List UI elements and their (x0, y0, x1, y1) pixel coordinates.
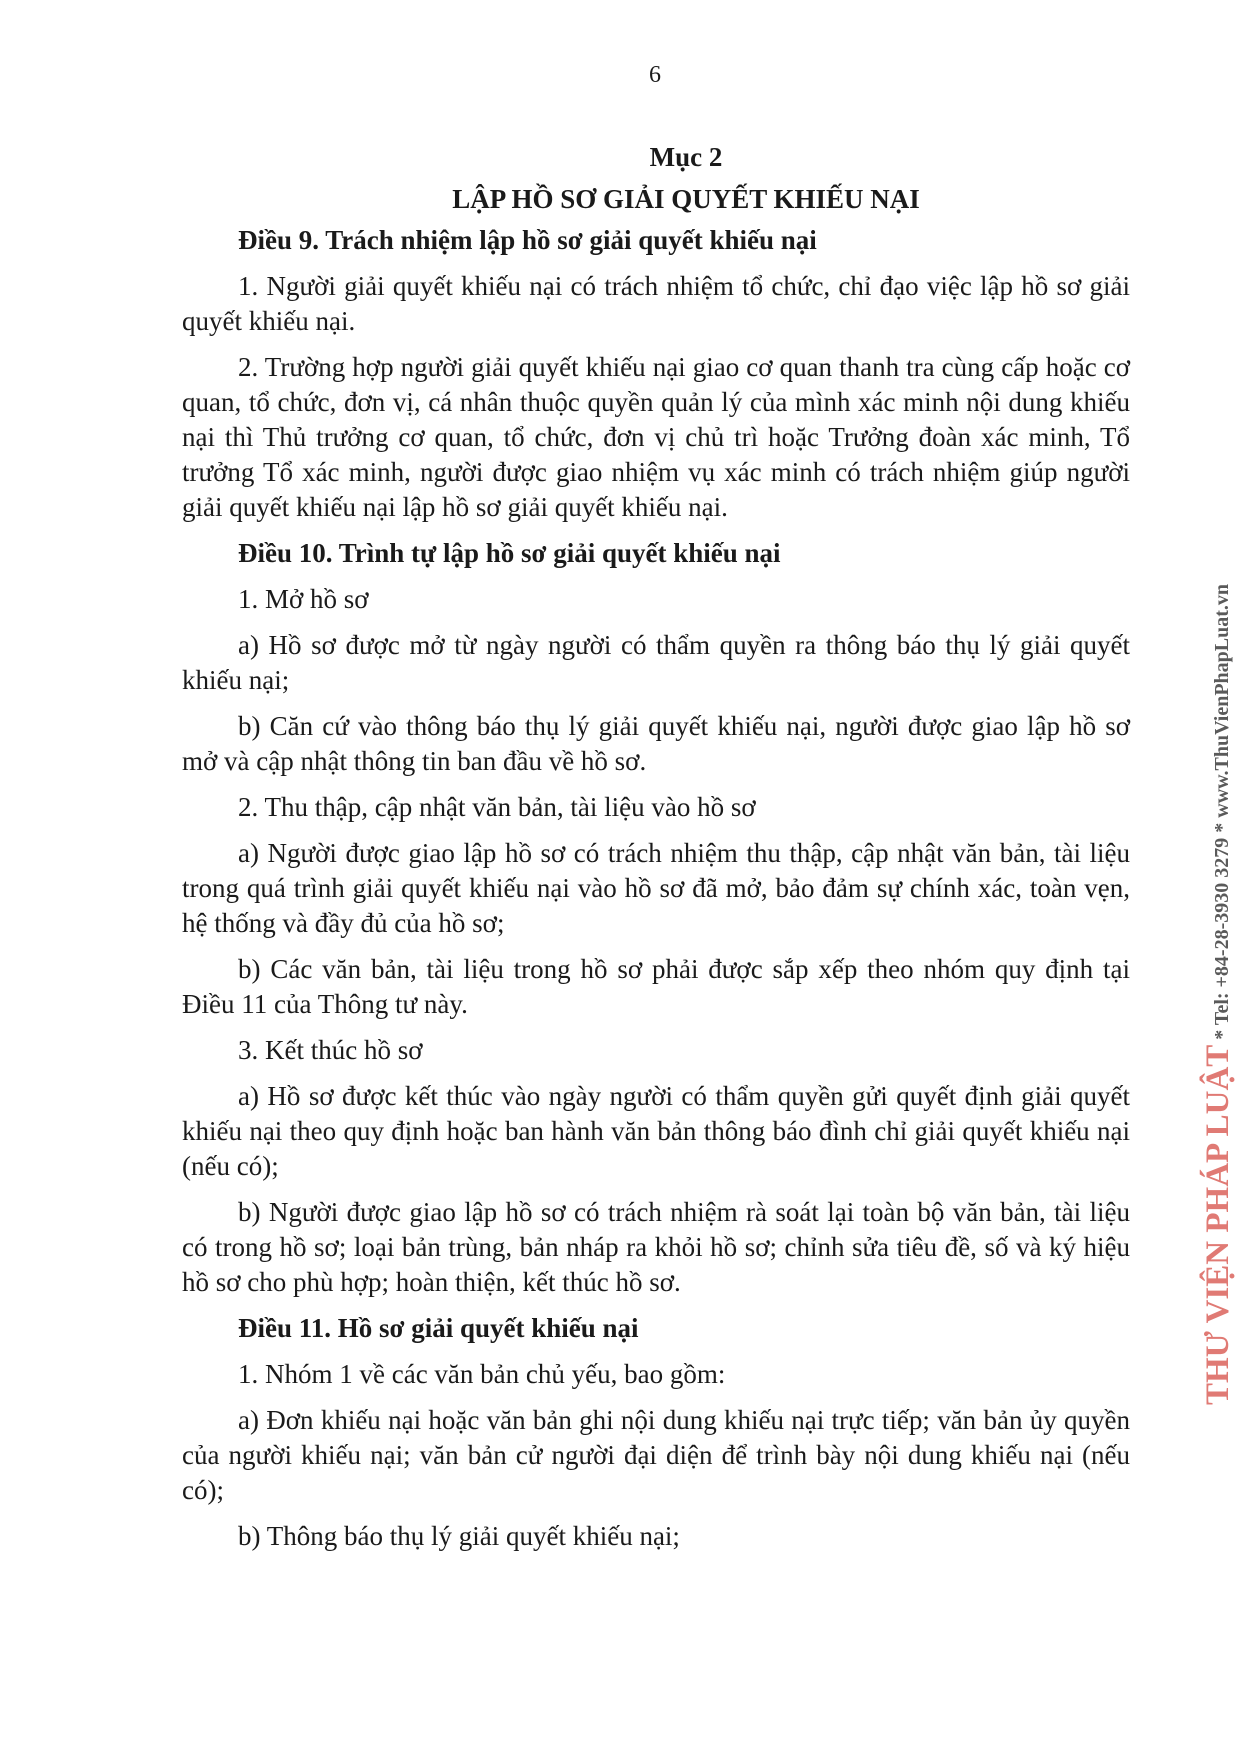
paragraph: 3. Kết thúc hồ sơ (238, 1035, 423, 1065)
paragraph: 2. Trường hợp người giải quyết khiếu nại giao cơ quan thanh tra cùng cấp hoặc cơ quan, tổ chức, đơn vị, cá nhân thuộc quyền quản lý của mình xác minh nội dung khiếu nại thì Thủ trưởng cơ quan, tổ chức, đơn vị chủ trì hoặc Trưởng đoàn xác minh, Tổ trưởng Tổ xác minh, người được giao nhiệm vụ xác minh có trách nhiệm giúp người giải quyết khiếu nại lập hồ sơ giải quyết khiếu nại. (182, 352, 1130, 522)
paragraph: 1. Người giải quyết khiếu nại có trách nhiệm tổ chức, chỉ đạo việc lập hồ sơ giải quyết khiếu nại. (182, 271, 1130, 336)
paragraph: 1. Mở hồ sơ (238, 584, 369, 614)
watermark-brand: THƯ VIỆN PHÁP LUẬT (1200, 1044, 1236, 1405)
watermark-separator: * (1211, 1025, 1233, 1045)
paragraph: a) Hồ sơ được kết thúc vào ngày người có thẩm quyền gửi quyết định giải quyết khiếu nại theo quy định hoặc ban hành văn bản thông báo đình chỉ giải quyết khiếu nại (nếu có); (182, 1081, 1130, 1181)
article-heading: Điều 10. Trình tự lập hồ sơ giải quyết khiếu nại (238, 538, 781, 568)
watermark-phone: Tel: +84-28-3930 3279 (1211, 837, 1233, 1026)
paragraph: 1. Nhóm 1 về các văn bản chủ yếu, bao gồm: (238, 1359, 726, 1389)
paragraph: b) Người được giao lập hồ sơ có trách nhiệm rà soát lại toàn bộ văn bản, tài liệu có trong hồ sơ; loại bản trùng, bản nháp ra khỏi hồ sơ; chỉnh sửa tiêu đề, số và ký hiệu hồ sơ cho phù hợp; hoàn thiện, kết thúc hồ sơ. (182, 1197, 1130, 1297)
article-heading: Điều 11. Hồ sơ giải quyết khiếu nại (238, 1313, 639, 1343)
paragraph: a) Người được giao lập hồ sơ có trách nhiệm thu thập, cập nhật văn bản, tài liệu trong quá trình giải quyết khiếu nại vào hồ sơ đã mở, bảo đảm sự chính xác, toàn vẹn, hệ thống và đầy đủ của hồ sơ; (182, 838, 1130, 938)
watermark (1200, 584, 1237, 1405)
paragraph: 2. Thu thập, cập nhật văn bản, tài liệu vào hồ sơ (238, 792, 756, 822)
watermark-separator: * (1211, 817, 1233, 838)
article-heading: Điều 9. Trách nhiệm lập hồ sơ giải quyết khiếu nại (238, 225, 817, 255)
section-label: Mục 2 (649, 142, 723, 172)
paragraph: a) Đơn khiếu nại hoặc văn bản ghi nội dung khiếu nại trực tiếp; văn bản ủy quyền của người khiếu nại; văn bản cử người đại diện để trình bày nội dung khiếu nại (nếu có); (182, 1405, 1130, 1505)
paragraph: b) Căn cứ vào thông báo thụ lý giải quyết khiếu nại, người được giao lập hồ sơ mở và cập nhật thông tin ban đầu về hồ sơ. (182, 711, 1130, 776)
paragraph: a) Hồ sơ được mở từ ngày người có thẩm quyền ra thông báo thụ lý giải quyết khiếu nại; (182, 630, 1130, 695)
document-body (182, 140, 1130, 1565)
watermark-website: www.ThuVienPhapLuat.vn (1211, 583, 1233, 818)
paragraph: b) Thông báo thụ lý giải quyết khiếu nại; (238, 1521, 680, 1551)
page-number: 6 (649, 62, 661, 88)
section-title: LẬP HỒ SƠ GIẢI QUYẾT KHIẾU NẠI (452, 184, 920, 214)
paragraph: b) Các văn bản, tài liệu trong hồ sơ phải được sắp xếp theo nhóm quy định tại Điều 11 của Thông tư này. (182, 954, 1130, 1019)
